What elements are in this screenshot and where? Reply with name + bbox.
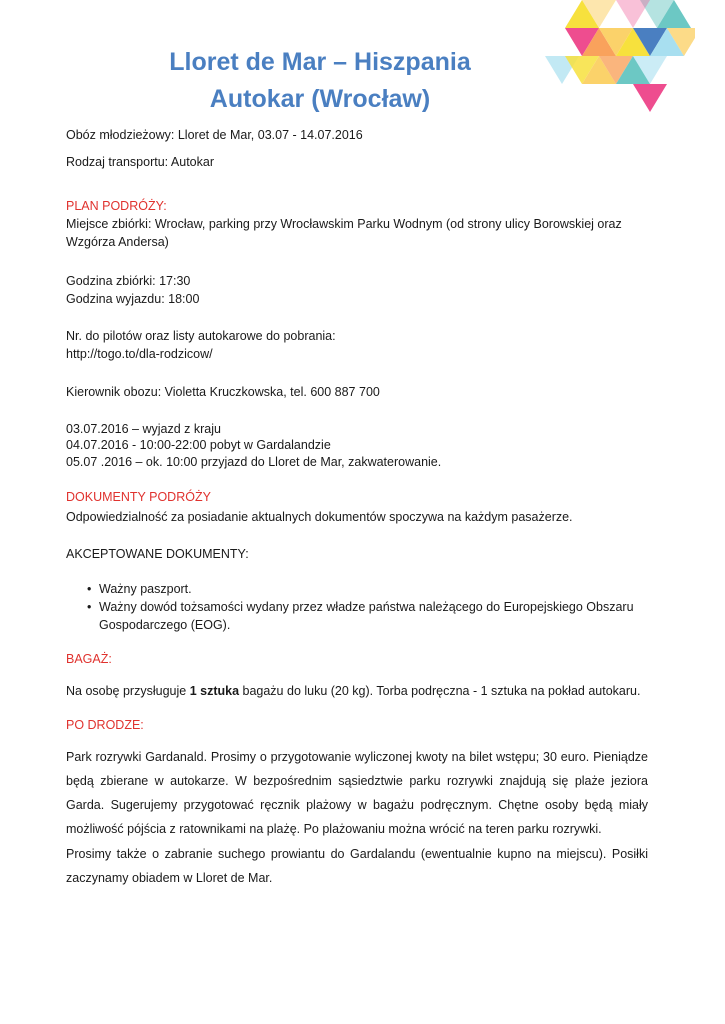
documents-responsibility: Odpowiedzialność za posiadanie aktualnych dokumentów spoczywa na każdym pasażerze.	[66, 510, 573, 524]
documents-heading: DOKUMENTY PODRÓŻY	[66, 490, 211, 504]
title-line-1: Lloret de Mar – Hiszpania	[169, 48, 471, 76]
luggage-info: Na osobę przysługuje 1 sztuka bagażu do luku (20 kg). Torba podręczna - 1 sztuka na pokład autokaru.	[66, 684, 641, 698]
list-item-label: Ważny dowód tożsamości wydany przez władze państwa należącego do Europejskiego Obszaru Gospodarczego (EOG).	[99, 600, 634, 632]
camp-info: Obóz młodzieżowy: Lloret de Mar, 03.07 - 14.07.2016	[66, 128, 363, 142]
pilots-link[interactable]: http://togo.to/dla-rodzicow/	[66, 347, 213, 361]
list-item	[66, 580, 648, 598]
meeting-place-line-2: Wzgórza Andersa)	[66, 235, 169, 249]
accepted-documents-heading: AKCEPTOWANE DOKUMENTY:	[66, 547, 249, 561]
bullet-icon: •	[87, 582, 92, 596]
title-line-2: Autokar (Wrocław)	[209, 85, 431, 113]
transport-info: Rodzaj transportu: Autokar	[66, 155, 214, 169]
departure-time: Godzina wyjazdu: 18:00	[66, 292, 200, 306]
schedule-item: 05.07 .2016 – ok. 10:00 przyjazd do Lloret de Mar, zakwaterowanie.	[66, 455, 442, 469]
road-paragraph-1: Park rozrywki Gardanald. Prosimy o przygotowanie wyliczonej kwoty na bilet wstępu; 30 euro. Pieniądze będą zbierane w autokarze. W bezpośrednim sąsiedztwie parku rozrywki znajdują się plaże jeziora Garda. Sugerujemy przygotować ręcznik plażowy w bagażu podręcznym. Chętne osoby będą miały możliwość pójścia z ratownikami na plażę. Po plażowaniu można wrócić na teren parku rozrywki.	[66, 750, 648, 836]
list-item-label: Ważny paszport.	[99, 582, 192, 596]
luggage-heading: BAGAŻ:	[66, 652, 112, 666]
list-item	[66, 598, 648, 634]
pilots-info: Nr. do pilotów oraz listy autokarowe do pobrania:	[66, 329, 336, 343]
meeting-place-line-1: Miejsce zbiórki: Wrocław, parking przy Wrocławskim Parku Wodnym (od strony ulicy Borowskiej oraz	[66, 217, 622, 231]
schedule-item: 03.07.2016 – wyjazd z kraju	[66, 422, 221, 436]
bullet-icon: •	[87, 600, 92, 614]
plan-heading: PLAN PODRÓŻY:	[66, 199, 167, 213]
schedule-item: 04.07.2016 - 10:00-22:00 pobyt w Gardalandzie	[66, 438, 331, 452]
meeting-time: Godzina zbiórki: 17:30	[66, 274, 191, 288]
document-title	[60, 44, 580, 118]
road-heading: PO DRODZE:	[66, 718, 144, 732]
camp-manager: Kierownik obozu: Violetta Kruczkowska, tel. 600 887 700	[66, 385, 380, 399]
road-paragraph-2: Prosimy także o zabranie suchego prowiantu do Gardalandu (ewentualnie kupno na miejscu). Posiłki zaczynamy obiadem w Lloret de Mar.	[66, 847, 648, 885]
accepted-documents-list	[66, 580, 648, 634]
luggage-count: 1 sztuka	[189, 684, 240, 698]
